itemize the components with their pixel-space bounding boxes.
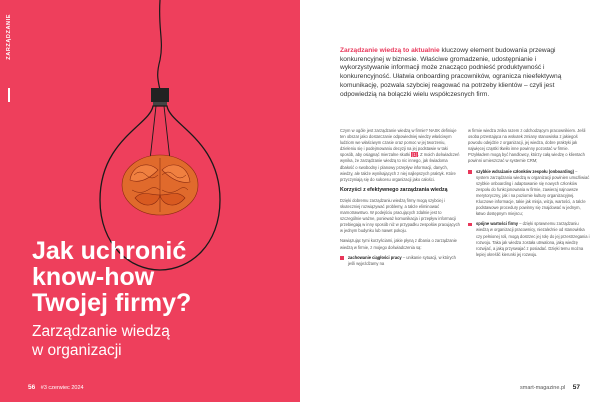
text-column-1: [340, 128, 462, 271]
issue-label: #3 czerwiec 2024: [40, 385, 84, 391]
left-page-number: 56: [28, 384, 36, 391]
bullet-item: [468, 169, 590, 218]
section-tag: [6, 14, 16, 104]
body-text: Czym w ogóle jest zarządzanie wiedzą w firmie? NASK definiuje ten obszar jako dostarczanie odpowiedniej wiedzy właściwym ludziom we właściwym czasie oraz pomoc w jej tworzeniu, dzieleniu się i podejmowaniu decyzji na jej podstawie w taki sposób, aby osiągnąć mierzalne skutki: [340, 128, 457, 158]
article-subtitle: [32, 322, 292, 360]
section-heading: Korzyści z efektywnego zarządzania wiedzą: [340, 186, 448, 193]
body-paragraph: w firmie wiedza znika razem z odchodzącym pracownikiem. Jeśli osoba przestająca na wskutek zmiany stanowiska z jakiegoś powodu odejdzie z organizacji, jej wiedza, dobre praktyki jak najwięcej cząstki tkwiło inne powinny pozostać w firmie. Przykładem mogą być handlowcy, którzy całą wiedzę o klientach powinni umieszczać w systemie CRM;: [468, 128, 586, 164]
right-page: [300, 0, 600, 402]
lead-text: kluczowy element budowania przewagi konkurencyjnej w biznesie. Właściwe gromadzenie, udostępnianie i wykorzystywanie informacji może znacząco podnieść produktywność i konkurencyjność. Ułatwia onboarding pracowników, ogranicza nieefektywną komunikację, pozwala szybciej reagować na potrzeby klientów – czyli jest odpowiedzią na bolączki wielu współczesnych firm.: [340, 47, 562, 98]
body-text: . Z moich doświadczeń wynika, że zarządzanie wiedzą to nic innego, jak świadoma dbałość o swobodny i planowy przepływ informacji, danych, wiedzy, ale także wynikających z niej najlepszych praktyk. Które przyczyniają się do sukcesu organizacji jako całości.: [340, 152, 460, 182]
right-page-number: 57: [572, 384, 580, 391]
bullet-bold: szybkie wdrażanie członków zespołu (onboarding): [476, 168, 575, 174]
title-line: Jak uchronić: [32, 237, 187, 265]
article-title: [32, 238, 292, 316]
subtitle-line: Zarządzanie wiedzą: [32, 323, 170, 340]
body-paragraph: [340, 128, 462, 183]
bullet-text: – dzięki sprawnemu zarządzaniu wiedzą w organizacji pracownicy, niezależnie od stanowiska czy pełnionej roli, mogą dostrzec jej rolę do jej przestrzegania i rozwoju. Taka jak wiedza została utrwalona, jaką wiedzę rozwijać, a jaką przyswajać z posiadać. Dzięki temu można lepiej określić kierunki jej rozwoju.: [476, 221, 590, 257]
bullet-bold: spójne wartości firmy: [476, 221, 519, 227]
left-folio: [28, 384, 84, 391]
lead-highlight: Zarządzanie wiedzą to aktualnie: [340, 47, 440, 54]
right-folio: [520, 384, 580, 391]
site-label[interactable]: smart-magazine.pl: [519, 385, 566, 391]
section-tag-label: ZARZĄDZANIE: [6, 14, 12, 60]
lead-paragraph: [340, 47, 584, 99]
title-line: know-how: [32, 263, 155, 291]
bullet-text: – unikanie sytuacji, w których jeśli wyjeżdżamy na: [348, 254, 456, 266]
bullet-text: – system zarządzania wiedzą w organizacji powinien umożliwiać szybkie onboarding i adaptowanie się nowych członków zespołu do funkcjonowania w firmie, zawieraj najnowsze merytoryczny, jak i na poziomie kultury organizacyjnej. Kluczowe informacje, takie jak misja, wizja, wartości, a także podstawowe procedury powinny się znajdować w jednym, łatwo dostępnym miejscu;: [476, 168, 590, 217]
footnote-ref[interactable]: [1]: [412, 152, 417, 158]
bullet-item: [468, 221, 590, 258]
body-paragraph: Dzięki dobremu zarządzaniu wiedzą firmy mogą szybciej i skuteczniej rozwiązywać problemy, a także eliminować marnotrawstwo. W podejściu pracujących zdalnie jest to szczególnie ważne, ponieważ komunikacja i przepływ informacji przebiegają w inny sposób niż w przypadku zespołów pracujących w jednym budynku lub nawet pokoju.: [340, 197, 460, 234]
title-line: Twojej firmy?: [32, 289, 192, 317]
text-column-2: [468, 128, 590, 262]
body-paragraph: Nawiązując tymi korzyściami, jakie płyną z dbania o zarządzanie wiedzą w firmie, z mojego doświadczenia są:: [340, 238, 457, 250]
bullet-item: [340, 255, 462, 267]
subtitle-line: w organizacji: [32, 342, 122, 359]
bullet-bold: zachowanie ciągłości pracy: [348, 254, 402, 260]
